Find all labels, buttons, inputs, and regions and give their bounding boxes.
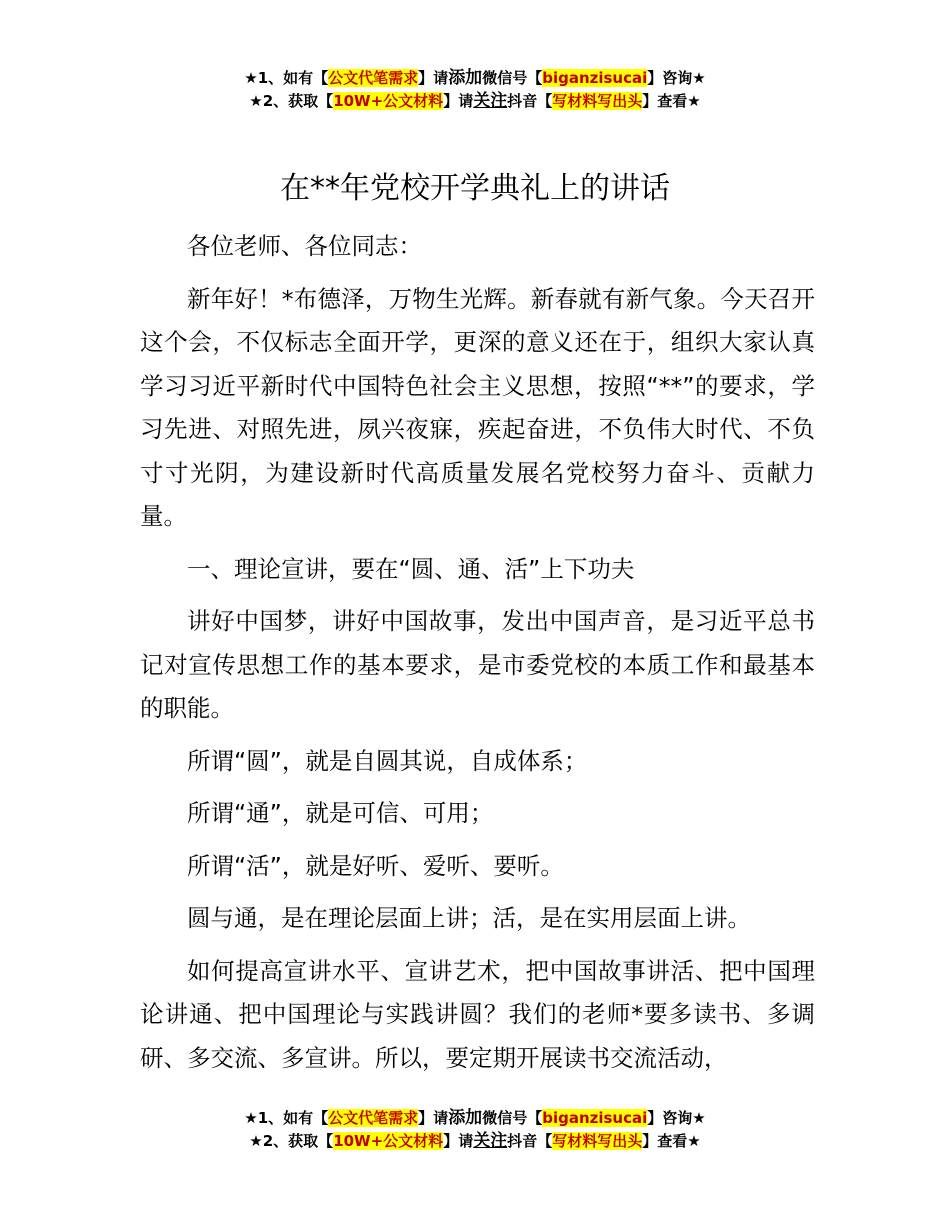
banner-text: 】请 <box>443 1132 474 1150</box>
banner-text: ★2、获取【 <box>249 1132 334 1150</box>
banner-text: ★1、如有【 <box>244 69 329 87</box>
paragraph: 新年好！*布德泽，万物生光辉。新春就有新气象。今天召开这个会，不仅标志全面开学，更深的意义还在于，组织大家认真学习习近平新时代中国特色社会主义思想，按照“**”的要求，学习先进、对照先进，夙兴夜寐，疾起奋进，不负伟大时代、不负寸寸光阴，为建设新时代高质量发展名党校努力奋斗、贡献力量。 <box>140 284 815 530</box>
header-banner <box>0 67 950 113</box>
paragraph: 如何提高宣讲水平、宣讲艺术，把中国故事讲活、把中国理论讲通、把中国理论与实践讲圆？我们的老师*要多读书、多调研、多交流、多宣讲。所以，要定期开展读书交流活动， <box>140 956 815 1072</box>
banner-highlight: 公文代笔需求 <box>328 69 419 87</box>
banner-emphasis: 添加 <box>448 68 483 88</box>
paragraph: 所谓“活”，就是好听、爱听、要听。 <box>187 851 564 880</box>
banner-line-2 <box>0 90 950 113</box>
banner-text: 微信号【 <box>482 1109 543 1127</box>
banner-text: 微信号【 <box>482 69 543 87</box>
banner-emphasis: 添加 <box>448 1108 483 1128</box>
paragraph: 圆与通，是在理论层面上讲；活，是在实用层面上讲。 <box>187 904 751 932</box>
banner-text: 】咨询★ <box>647 69 706 87</box>
banner-line-1 <box>0 67 950 90</box>
banner-text: 】请 <box>443 92 474 110</box>
banner-text: 】咨询★ <box>647 1109 706 1127</box>
banner-text: ★2、获取【 <box>249 92 334 110</box>
section-heading: 一、理论宣讲，要在“圆、通、活”上下功夫 <box>187 554 635 583</box>
footer-banner <box>0 1107 950 1153</box>
banner-text: ★1、如有【 <box>244 1109 329 1127</box>
banner-text: 抖音【 <box>507 92 553 110</box>
banner-text: 抖音【 <box>507 1132 553 1150</box>
banner-emphasis: 关注 <box>473 1131 508 1151</box>
banner-text: 】查看★ <box>642 1132 701 1150</box>
banner-line-1 <box>0 1107 950 1130</box>
banner-highlight: 写材料写出头 <box>552 1132 643 1150</box>
banner-highlight: 10W+公文材料 <box>333 1132 444 1150</box>
banner-text: 】请 <box>418 69 449 87</box>
banner-highlight: biganzisucai <box>542 1109 648 1127</box>
paragraph: 各位老师、各位同志： <box>187 232 422 260</box>
banner-line-2 <box>0 1130 950 1153</box>
paragraph: 所谓“圆”，就是自圆其说，自成体系； <box>187 746 588 775</box>
paragraph: 所谓“通”，就是可信、可用； <box>187 799 494 827</box>
paragraph: 讲好中国梦，讲好中国故事，发出中国声音，是习近平总书记对宣传思想工作的基本要求，是市委党校的本质工作和最基本的职能。 <box>140 607 815 722</box>
banner-highlight: biganzisucai <box>542 69 648 87</box>
banner-highlight: 写材料写出头 <box>552 92 643 110</box>
banner-highlight: 公文代笔需求 <box>328 1109 419 1127</box>
document-body <box>140 225 815 1089</box>
banner-highlight: 10W+公文材料 <box>333 92 444 110</box>
banner-emphasis: 关注 <box>473 91 508 111</box>
banner-text: 】查看★ <box>642 92 701 110</box>
banner-text: 】请 <box>418 1109 449 1127</box>
document-title: 在**年党校开学典礼上的讲话 <box>280 171 670 206</box>
